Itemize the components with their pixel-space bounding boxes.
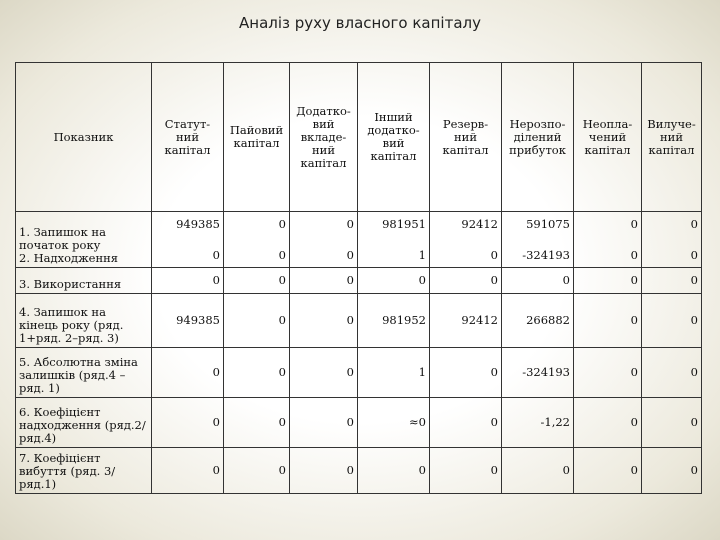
value-cell: 0: [358, 448, 430, 494]
value-cell: 0: [430, 448, 502, 494]
row-label: 6. Коефіцієнт надходження (ряд.2/ряд.4): [16, 398, 152, 448]
value-cell: -1,22: [502, 398, 574, 448]
header-cell: Показник: [16, 63, 152, 212]
value-cell: 591075 -324193: [502, 212, 574, 268]
value-cell: 0: [224, 448, 290, 494]
value-cell: 0: [642, 448, 702, 494]
header-cell: Статут-ний капітал: [152, 63, 224, 212]
value-cell: 0: [290, 398, 358, 448]
header-cell: Нерозпо-ділений прибуток: [502, 63, 574, 212]
value-cell: 0: [430, 268, 502, 294]
header-row: [16, 63, 702, 212]
value-cell: 981951 1: [358, 212, 430, 268]
value-cell: 0: [358, 268, 430, 294]
value-cell: 0: [642, 268, 702, 294]
row-label: 3. Використання: [16, 268, 152, 294]
capital-movement-table: [15, 62, 702, 494]
value-cell: 0 0: [574, 212, 642, 268]
value-cell: 0: [574, 348, 642, 398]
value-cell: 0: [290, 448, 358, 494]
value-cell: 0: [502, 268, 574, 294]
header-cell: Вилуче-ний капітал: [642, 63, 702, 212]
value-cell: 0: [642, 348, 702, 398]
value-cell: 949385 0: [152, 212, 224, 268]
value-cell: 949385: [152, 294, 224, 348]
value-cell: 0: [152, 398, 224, 448]
value-cell: 0: [152, 448, 224, 494]
value-cell: 0: [430, 348, 502, 398]
table-row: [16, 212, 702, 268]
value-cell: 0: [430, 398, 502, 448]
value-cell: 0: [574, 398, 642, 448]
value-cell: 92412: [430, 294, 502, 348]
table-row: [16, 268, 702, 294]
value-cell: 0: [574, 294, 642, 348]
row-label-line: 1. Запишок на початок року: [19, 225, 106, 252]
value-cell: 0: [224, 268, 290, 294]
value-cell: 0: [152, 348, 224, 398]
header-cell: Пайовий капітал: [224, 63, 290, 212]
value-cell: 1: [358, 348, 430, 398]
value-cell: 0 0: [290, 212, 358, 268]
value-cell: 0: [574, 448, 642, 494]
value-cell: 0: [224, 348, 290, 398]
row-label: 5. Абсолютна зміна залишків (ряд.4 – ряд. 1): [16, 348, 152, 398]
header-cell: Інший додатко-вий капітал: [358, 63, 430, 212]
table-row: [16, 294, 702, 348]
value-cell: 0: [642, 294, 702, 348]
value-cell: ≈0: [358, 398, 430, 448]
header-cell: Резерв-ний капітал: [430, 63, 502, 212]
table-row: [16, 398, 702, 448]
value-cell: 0: [290, 348, 358, 398]
value-cell: 92412 0: [430, 212, 502, 268]
value-cell: -324193: [502, 348, 574, 398]
value-cell: 0: [290, 294, 358, 348]
row-label: 7. Коефіцієнт вибуття (ряд. 3/ряд.1): [16, 448, 152, 494]
row-label-line: 2. Надходження: [19, 251, 119, 265]
value-cell: 266882: [502, 294, 574, 348]
table-row: [16, 348, 702, 398]
header-cell: Неопла-чений капітал: [574, 63, 642, 212]
page-title: Аналіз руху власного капіталу: [239, 14, 481, 32]
value-cell: 0: [224, 398, 290, 448]
table-row: [16, 448, 702, 494]
value-cell: 0: [642, 398, 702, 448]
value-cell: 0: [502, 448, 574, 494]
header-cell: Додатко-вий вкладе-ний капітал: [290, 63, 358, 212]
value-cell: 981952: [358, 294, 430, 348]
value-cell: 0: [152, 268, 224, 294]
value-cell: 0: [224, 294, 290, 348]
value-cell: 0: [290, 268, 358, 294]
value-cell: 0 0: [224, 212, 290, 268]
row-label: [16, 212, 152, 268]
value-cell: 0: [574, 268, 642, 294]
row-label: 4. Запишок на кінець року (ряд. 1+ряд. 2–ряд. 3): [16, 294, 152, 348]
value-cell: 0 0: [642, 212, 702, 268]
